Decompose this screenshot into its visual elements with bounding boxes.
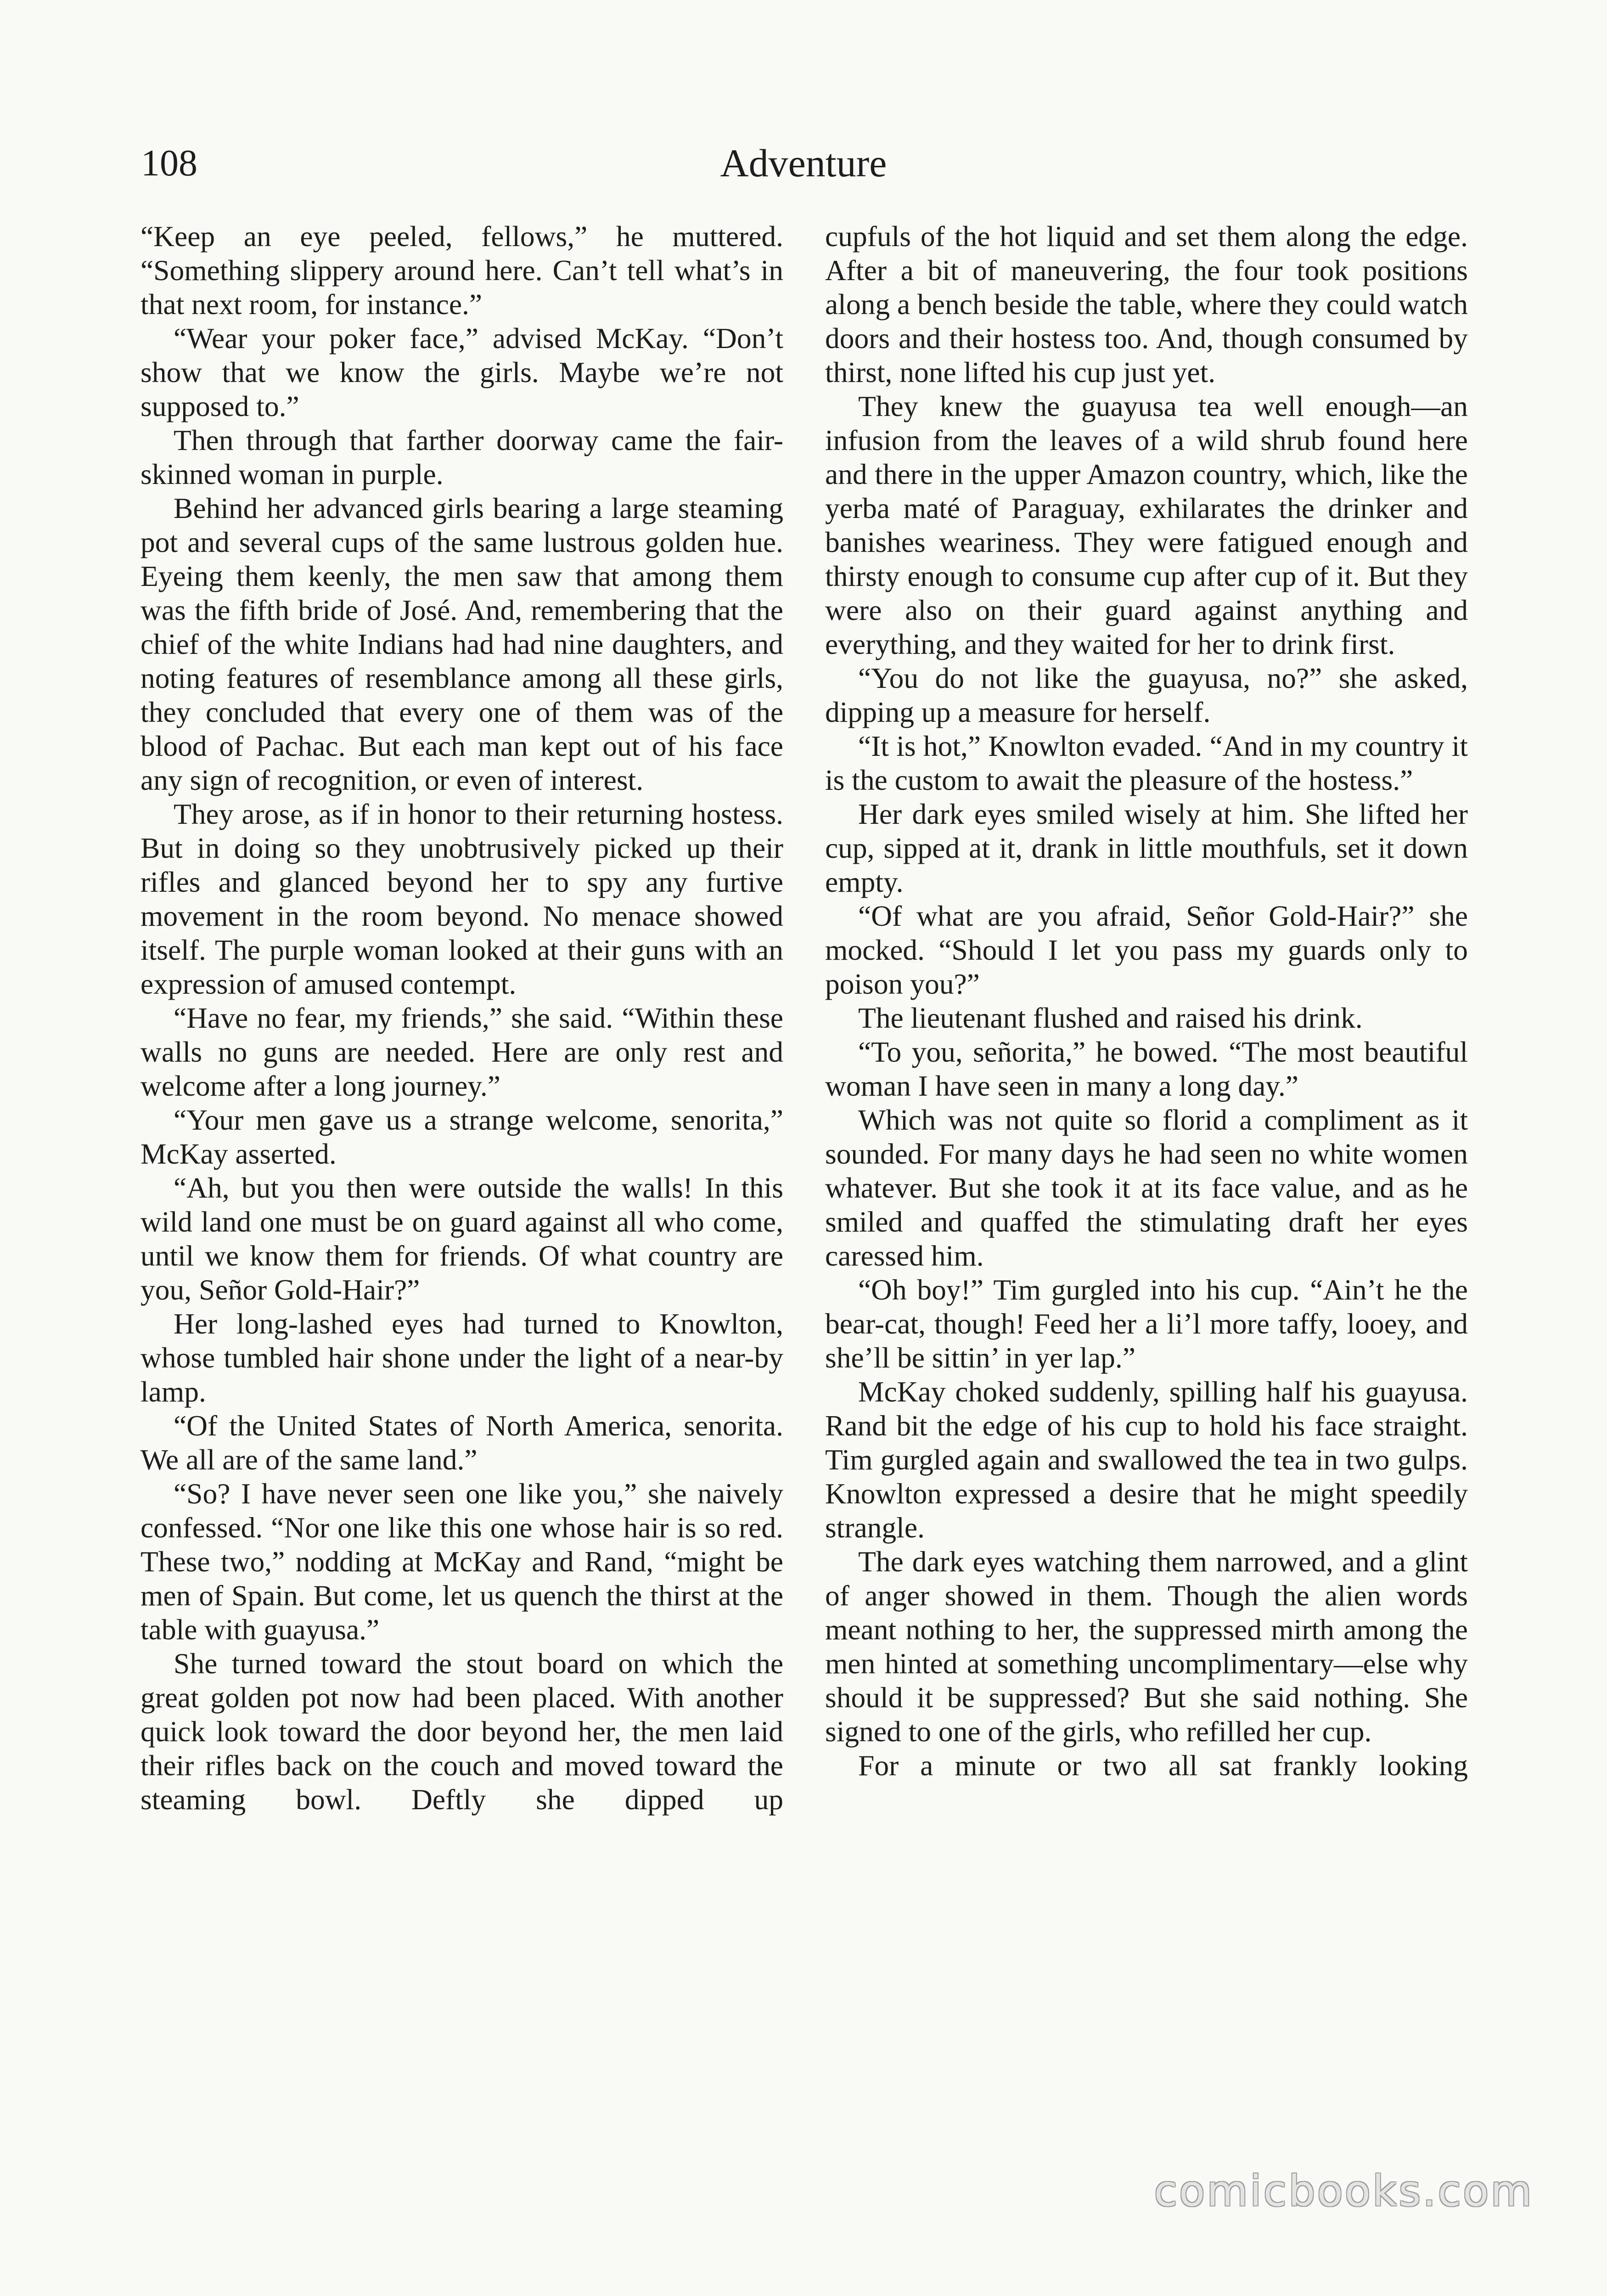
paragraph: They arose, as if in honor to their returning hostess. But in doing so they unobtrusively picked up their rifles and glanced beyond her to spy any furtive movement in the room beyond. No menace showed itself. The purple woman looked at their guns with an expression of amused contempt. bbox=[140, 798, 783, 1000]
running-title: Adventure bbox=[720, 141, 887, 185]
paragraph: Behind her advanced girls bearing a large steaming pot and several cups of the same lustrous golden hue. Eyeing them keenly, the men saw that among them was the fifth bride of José. And, remembering that the chief of the white Indians had had nine daughters, and noting features of resemblance among all these girls, they concluded that every one of them was of the blood of Pachac. But each man kept out of his face any sign of recognition, or even of interest. bbox=[140, 492, 783, 796]
paragraph: Her long-lashed eyes had turned to Knowlton, whose tumbled hair shone under the light of a near-by lamp. bbox=[140, 1307, 783, 1408]
page-header bbox=[140, 138, 1467, 188]
text-column-right bbox=[825, 219, 1468, 2176]
paragraph: cupfuls of the hot liquid and set them along the edge. After a bit of maneuvering, the four took positions along a bench beside the table, where they could watch doors and their hostess too. And, though consumed by thirst, none lifted his cup just yet. bbox=[825, 220, 1468, 388]
paragraph: McKay choked suddenly, spilling half his guayusa. Rand bit the edge of his cup to hold his face straight. Tim gurgled again and swallowed the tea in two gulps. Knowlton expressed a desire that he might speedily strangle. bbox=[825, 1375, 1468, 1544]
watermark: comicbooks.com bbox=[1154, 2167, 1534, 2216]
paragraph: “Wear your poker face,” advised McKay. “Don’t show that we know the girls. Maybe we’re not supposed to.” bbox=[140, 322, 783, 422]
text-column-left bbox=[140, 219, 783, 2176]
paragraph: “Your men gave us a strange welcome, senorita,” McKay asserted. bbox=[140, 1103, 783, 1170]
paragraph: She turned toward the stout board on which the great golden pot now had been placed. With another quick look toward the door beyond her, the men laid their rifles back on the couch and moved toward the steaming bowl. Deftly she dipped up bbox=[140, 1647, 783, 1816]
paragraph: “So? I have never seen one like you,” she naively confessed. “Nor one like this one whose hair is so red. These two,” nodding at McKay and Rand, “might be men of Spain. But come, let us quench the thirst at the table with guayusa.” bbox=[140, 1477, 783, 1646]
paragraph: “Ah, but you then were outside the walls! In this wild land one must be on guard against all who come, until we know them for friends. Of what country are you, Señor Gold-Hair?” bbox=[140, 1171, 783, 1306]
paragraph: The dark eyes watching them narrowed, and a glint of anger showed in them. Though the alien words meant nothing to her, the suppressed mirth among the men hinted at something uncomplimentary—else why should it be suppressed? But she said nothing. She signed to one of the girls, who refilled her cup. bbox=[825, 1545, 1468, 1748]
paragraph: Her dark eyes smiled wisely at him. She lifted her cup, sipped at it, drank in little mouthfuls, set it down empty. bbox=[825, 798, 1468, 898]
page-number: 108 bbox=[141, 142, 197, 184]
paragraph: Which was not quite so florid a compliment as it sounded. For many days he had seen no white women whatever. But she took it at its face value, and as he smiled and quaffed the stimulating draft her eyes caressed him. bbox=[825, 1103, 1468, 1272]
paragraph: “You do not like the guayusa, no?” she asked, dipping up a measure for herself. bbox=[825, 662, 1468, 728]
paragraph: “It is hot,” Knowlton evaded. “And in my country it is the custom to await the pleasure of the hostess.” bbox=[825, 730, 1468, 796]
paragraph: “Keep an eye peeled, fellows,” he muttered. “Something slippery around here. Can’t tell what’s in that next room, for instance.” bbox=[140, 220, 783, 321]
paragraph: For a minute or two all sat frankly looking bbox=[858, 1749, 1468, 1782]
paragraph: They knew the guayusa tea well enough—an infusion from the leaves of a wild shrub found here and there in the upper Amazon country, which, like the yerba maté of Paraguay, exhilarates the drinker and banishes weariness. They were fatigued enough and thirsty enough to consume cup after cup of it. But they were also on their guard against anything and everything, and they waited for her to drink first. bbox=[825, 390, 1468, 660]
paragraph: “To you, señorita,” he bowed. “The most beautiful woman I have seen in many a long day.” bbox=[825, 1035, 1468, 1102]
paragraph: Then through that farther doorway came the fair-skinned woman in purple. bbox=[140, 424, 783, 490]
paragraph: The lieutenant flushed and raised his drink. bbox=[858, 1002, 1363, 1034]
paragraph: “Have no fear, my friends,” she said. “Within these walls no guns are needed. Here are only rest and welcome after a long journey.” bbox=[140, 1002, 783, 1102]
paragraph: “Of what are you afraid, Señor Gold-Hair?” she mocked. “Should I let you pass my guards only to poison you?” bbox=[825, 900, 1468, 1000]
paragraph: “Of the United States of North America, senorita. We all are of the same land.” bbox=[140, 1409, 783, 1476]
paragraph: “Oh boy!” Tim gurgled into his cup. “Ain’t he the bear-cat, though! Feed her a li’l more taffy, looey, and she’ll be sittin’ in yer lap.” bbox=[825, 1273, 1468, 1374]
